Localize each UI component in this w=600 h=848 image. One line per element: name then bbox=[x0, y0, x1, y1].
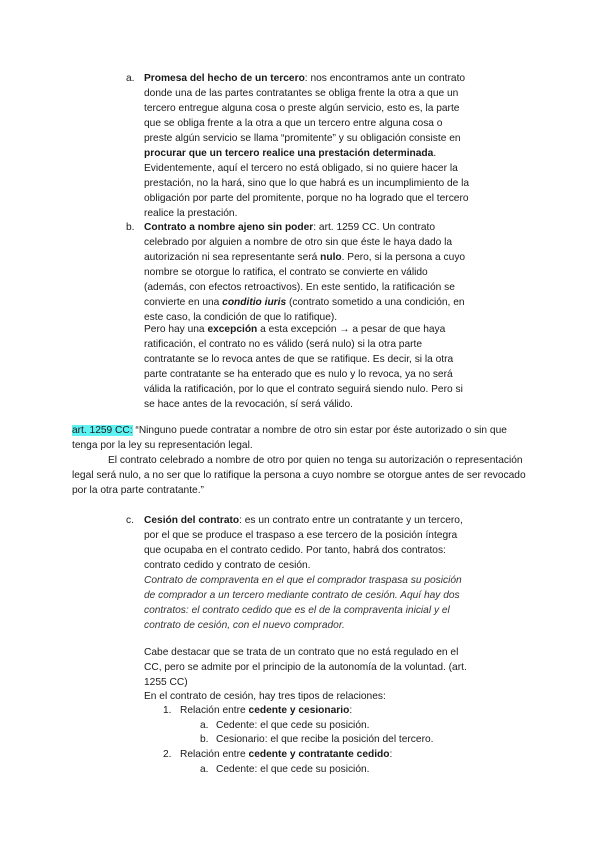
relation-1b: Cesionario: el que recibe la posición del tercero. bbox=[216, 734, 434, 745]
item-a-text-1: : nos encontramos ante un contrato donde una de las partes contratantes se obliga frente la otra a que un tercero entregue alguna cosa o preste algún servicio, esto es, la parte que se obliga frente a la otra a que un tercero entre alguna cosa o preste algún servicio se llama “promitente” y su obligación consiste en bbox=[144, 73, 466, 144]
relation-1-post: : bbox=[349, 705, 353, 716]
relation-2a: Cedente: el que cede su posición. bbox=[216, 764, 370, 775]
item-b-p2-bold: excepción bbox=[207, 324, 258, 335]
item-a-bold: procurar que un tercero realice una prestación determinada bbox=[144, 148, 434, 159]
item-c-example: Contrato de compraventa en el que el comprador traspasa su posición de comprador a un tercero mediante contrato de cesión. Aquí hay dos contratos: el contrato cedido que es el de la compraventa inicial y el contrato de cesión, con el nuevo comprador. bbox=[144, 575, 462, 631]
item-b-p2-text-1: Pero hay una bbox=[144, 324, 208, 335]
item-b-bold: nulo bbox=[320, 252, 342, 263]
item-b-title: Contrato a nombre ajeno sin poder bbox=[144, 222, 314, 233]
relation-1a-marker: a. bbox=[200, 720, 209, 731]
list-marker-b: b. bbox=[126, 222, 135, 233]
item-b-exception-paragraph bbox=[144, 322, 470, 412]
relation-1-number: 1. bbox=[163, 705, 172, 716]
item-a-text-2: . Evidentemente, aquí el tercero no está obligado, si no quiere hacer la prestación, no la hará, sino que lo que habrá es un incumplimiento de la obligación por parte del promitente, porque no ha logrado que el tercero realice la prestación. bbox=[144, 148, 470, 219]
item-b-paragraph bbox=[144, 220, 470, 325]
relation-2-post: : bbox=[389, 749, 393, 760]
relation-1a: Cedente: el que cede su posición. bbox=[216, 720, 370, 731]
item-a-paragraph bbox=[144, 71, 470, 221]
quote-text-1: “Ninguno puede contratar a nombre de otro sin estar por éste autorizado o sin que tenga por la ley su representación legal. bbox=[72, 425, 507, 451]
item-c-paragraph bbox=[144, 513, 470, 633]
item-b-p2-text-2: a esta excepción → a pesar de que haya ratificación, el contrato no es válido (será nulo) si la otra parte contratante se lo revoca antes de que se ratifique. Es decir, si la otra parte contratante se ha enterado que es nulo y lo revoca, ya no será válida la ratificación, por lo que el contrato seguirá siendo nulo. Pero si se hace antes de la revocación, sí será válido. bbox=[144, 324, 463, 410]
relation-1b-marker: b. bbox=[200, 734, 209, 745]
item-c-text-1: : es un contrato entre un contratante y un tercero, por el que se produce el traspaso a ese tercero de la posición íntegra que ocupaba en el contrato cedido. Por tanto, habrá dos contratos: contrato cedido y contrato de cesión. bbox=[144, 515, 463, 571]
relation-2a-marker: a. bbox=[200, 764, 209, 775]
item-a-title: Promesa del hecho de un tercero bbox=[144, 73, 305, 84]
list-marker-a: a. bbox=[126, 73, 135, 84]
item-b-text-2: . Pero, si la persona a cuyo nombre se otorgue lo ratifica, el contrato se convierte en válido (además, con efectos retroactivos). En este sentido, la ratificación se convierte en una bbox=[144, 252, 466, 308]
item-c-title: Cesión del contrato bbox=[144, 515, 240, 526]
item-b-text-3: (contrato sometido a una condición, en este caso, la condición de que lo ratifique). bbox=[144, 297, 465, 323]
relation-1-bold: cedente y cesionario bbox=[248, 705, 350, 716]
item-c-note-paragraph bbox=[144, 645, 470, 690]
item-b-text-1: : art. 1259 CC. Un contrato celebrado por alguien a nombre de otro sin que éste le haya dado la autorización ni sea representante será bbox=[144, 222, 453, 263]
relation-1 bbox=[180, 703, 480, 718]
quote-text-2: El contrato celebrado a nombre de otro por quien no tenga su autorización o representación legal será nulo, a no ser que lo ratifique la persona a cuyo nombre se otorgue antes de ser revocado por la otra parte contratante.” bbox=[72, 455, 526, 496]
item-c-note: Cabe destacar que se trata de un contrato que no está regulado en el CC, pero se admite por el principio de la autonomía de la voluntad. (art. 1255 CC) bbox=[144, 647, 467, 688]
article-highlight: art. 1259 CC: bbox=[72, 425, 133, 436]
relation-2-bold: cedente y contratante cedido bbox=[248, 749, 390, 760]
item-c-intro-text: En el contrato de cesión, hay tres tipos de relaciones: bbox=[144, 691, 386, 702]
article-quote bbox=[72, 423, 528, 498]
relation-2-number: 2. bbox=[163, 749, 172, 760]
list-marker-c: c. bbox=[126, 515, 134, 526]
relation-2 bbox=[180, 747, 480, 762]
relation-2-pre: Relación entre bbox=[180, 749, 249, 760]
relation-1-pre: Relación entre bbox=[180, 705, 249, 716]
item-b-bold-italic: conditio iuris bbox=[222, 297, 287, 308]
item-c-relations-intro bbox=[144, 689, 470, 704]
